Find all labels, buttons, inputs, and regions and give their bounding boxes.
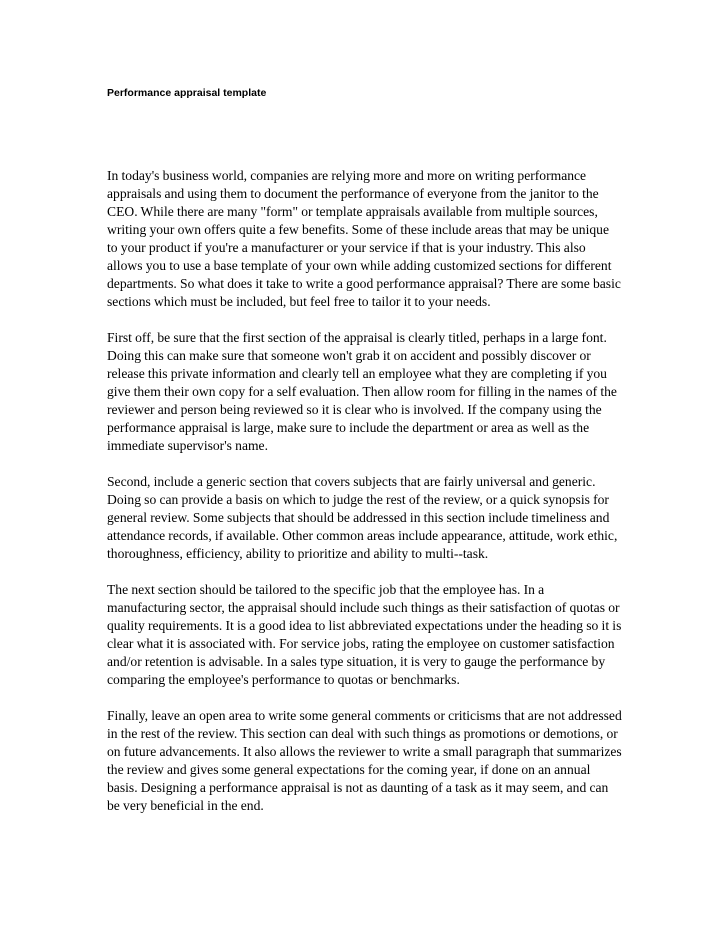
document-body [107,167,622,833]
paragraph-generic-section: Second, include a generic section that covers subjects that are fairly universal and generic. Doing so can provide a basis on which to judge the rest of the review, or a quick synopsis for general review. Some subjects that should be addressed in this section include timeliness and attendance records, if available. Other common areas include appearance, attitude, work ethic, thoroughness, efficiency, ability to prioritize and ability to multi--task. [107,474,618,561]
paragraph-title-section: First off, be sure that the first section of the appraisal is clearly titled, perhaps in a large font. Doing this can make sure that someone won't grab it on accident and possibly discover or release this private information and clearly tell an employee what they are completing if you give them their own copy for a self evaluation. Then allow room for filling in the names of the reviewer and person being reviewed so it is clear who is involved. If the company using the performance appraisal is large, make sure to include the department or area as well as the immediate supervisor's name. [107,330,617,453]
paragraph-comments-section: Finally, leave an open area to write some general comments or criticisms that are not addressed in the rest of the review. This section can deal with such things as promotions or demotions, or on future advancements. It also allows the reviewer to write a small paragraph that summarizes the review and gives some general expectations for the coming year, if done on an annual basis. Designing a performance appraisal is not as daunting of a task as it may seem, and can be very beneficial in the end. [107,708,622,813]
document-title: Performance appraisal template [107,87,267,99]
paragraph-intro: In today's business world, companies are relying more and more on writing performance appraisals and using them to document the performance of everyone from the janitor to the CEO. While there are many "form" or template appraisals available from multiple sources, writing your own offers quite a few benefits. Some of these include areas that may be unique to your product if you're a manufacturer or your service if that is your industry. This also allows you to use a base template of your own while adding customized sections for different departments. So what does it take to write a good performance appraisal? There are some basic sections which must be included, but feel free to tailor it to your needs. [107,168,621,309]
paragraph-job-specific-section: The next section should be tailored to the specific job that the employee has. In a manufacturing sector, the appraisal should include such things as their satisfaction of quotas or quality requirements. It is a good idea to list abbreviated expectations under the heading so it is clear what it is associated with. For service jobs, rating the employee on customer satisfaction and/or retention is advisable. In a sales type situation, it is very to gauge the performance by comparing the employee's performance to quotas or benchmarks. [107,582,622,687]
